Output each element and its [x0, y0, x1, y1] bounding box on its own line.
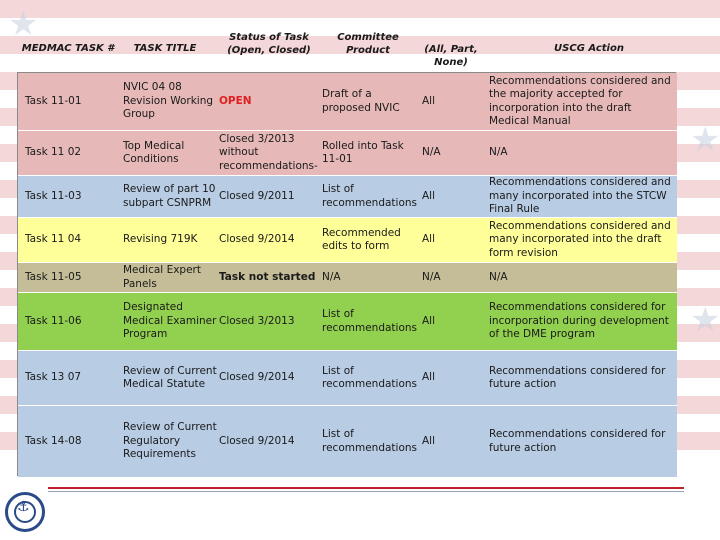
committee-product: List of recommendations [322, 183, 417, 209]
header-task-title: TASK TITLE [133, 43, 197, 54]
committee-product: Rolled into Task 11-01 [322, 139, 404, 165]
anchor-icon: ⚓ [17, 499, 30, 515]
header-task-number: MEDMAC TASK # [21, 43, 115, 54]
task-number: Task 11 02 [25, 146, 82, 159]
header-committee-product: Committee Product [337, 32, 399, 56]
task-title: NVIC 04 08 Revision Working Group [123, 81, 214, 121]
task-status: Task not started [219, 270, 316, 283]
task-number: Task 11 04 [25, 233, 82, 246]
table-row [18, 406, 677, 477]
task-status: Closed 9/2014 [219, 371, 295, 384]
uscg-action: Recommendations considered for incorporation during development of the DME program [489, 301, 669, 341]
task-number: Task 11-03 [25, 189, 82, 202]
scope: All [422, 233, 436, 246]
task-number: Task 11-05 [25, 270, 82, 283]
committee-product: List of recommendations [322, 364, 417, 390]
task-number: Task 13 07 [25, 371, 82, 384]
task-status: Closed 9/2011 [219, 189, 295, 202]
task-title: Top Medical Conditions [123, 139, 185, 165]
flag-background: ★ ★ ★ [0, 0, 720, 540]
scope: All [422, 94, 436, 107]
committee-product: Draft of a proposed NVIC [322, 88, 400, 114]
scope: All [422, 189, 436, 202]
task-number: Task 11-01 [25, 94, 82, 107]
task-title: Review of Current Regulatory Requirements [123, 421, 217, 461]
uscg-action: Recommendations considered and many incorporated into the draft form revision [489, 219, 671, 259]
committee-product: List of recommendations [322, 428, 417, 454]
task-status: Closed 9/2014 [219, 434, 295, 447]
header-uscg-action: USCG Action [554, 43, 624, 54]
header-status: Status of Task (Open, Closed) [227, 32, 311, 56]
coast-guard-seal-icon [5, 492, 45, 532]
uscg-action: Recommendations considered and many incorporated into the STCW Final Rule [489, 176, 671, 216]
header-scope: (All, Part, None) [424, 44, 478, 68]
table-row [18, 218, 677, 263]
task-status: Closed 9/2014 [219, 233, 295, 246]
table-row [18, 351, 677, 406]
task-status: OPEN [219, 94, 252, 107]
scope: All [422, 314, 436, 327]
uscg-action: Recommendations considered and the majority accepted for incorporation into the draft Medical Manual [489, 74, 671, 127]
task-title: Medical Expert Panels [123, 264, 201, 290]
uscg-action: Recommendations considered for future action [489, 428, 666, 454]
task-status: Closed 3/2013 without recommendations- [219, 132, 318, 172]
table-row [18, 176, 677, 218]
footer-divider [48, 487, 684, 489]
table-header [14, 34, 676, 72]
uscg-action: Recommendations considered for future action [489, 364, 666, 390]
task-number: Task 14-08 [25, 434, 82, 447]
committee-product: N/A [322, 270, 341, 283]
table-row [18, 131, 677, 176]
task-title: Designated Medical Examiner Program [123, 301, 217, 341]
scope: N/A [422, 270, 441, 283]
table-row [18, 293, 677, 351]
table-row [18, 263, 677, 293]
task-title: Review of part 10 subpart CSNPRM [123, 183, 216, 209]
table-row [18, 73, 677, 131]
uscg-action: N/A [489, 146, 508, 159]
footer-divider-secondary [48, 491, 684, 492]
committee-product: List of recommendations [322, 308, 417, 334]
task-status: Closed 3/2013 [219, 314, 295, 327]
uscg-action: N/A [489, 270, 508, 283]
committee-product: Recommended edits to form [322, 226, 401, 252]
task-number: Task 11-06 [25, 314, 82, 327]
task-title: Review of Current Medical Statute [123, 364, 217, 390]
medmac-task-table [17, 72, 676, 476]
scope: N/A [422, 146, 441, 159]
task-title: Revising 719K [123, 233, 198, 246]
scope: All [422, 434, 436, 447]
scope: All [422, 371, 436, 384]
